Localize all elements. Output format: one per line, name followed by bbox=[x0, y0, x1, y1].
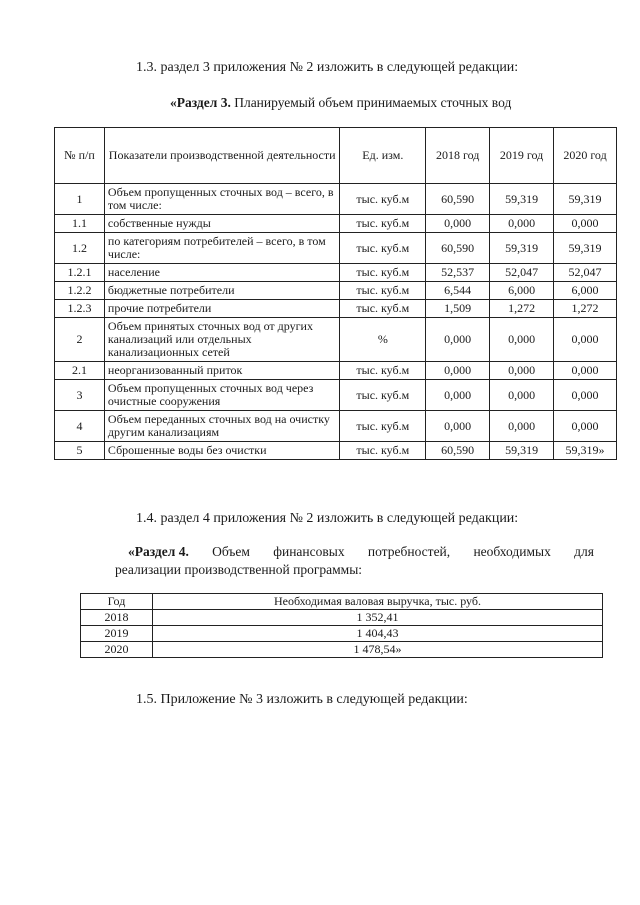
table-cell: 0,000 bbox=[426, 362, 490, 380]
table-cell: 1.2 bbox=[55, 233, 105, 264]
table-row bbox=[55, 264, 617, 282]
table-cell: 3 bbox=[55, 380, 105, 411]
table-cell: 0,000 bbox=[554, 362, 617, 380]
table-cell: 59,319 bbox=[490, 184, 554, 215]
table-cell: % bbox=[340, 318, 426, 362]
table-cell: 1.2.2 bbox=[55, 282, 105, 300]
table-row bbox=[55, 282, 617, 300]
table-cell: собственные нужды bbox=[104, 215, 340, 233]
planned-wastewater-table bbox=[54, 127, 617, 460]
section-1-5-heading: 1.5. Приложение № 3 изложить в следующей редакции: bbox=[136, 692, 468, 707]
table-cell: 2.1 bbox=[55, 362, 105, 380]
column-header: 2018 год bbox=[426, 128, 490, 184]
table-cell: 2018 bbox=[81, 610, 153, 626]
title-word: Объем bbox=[212, 544, 250, 559]
table-cell: 0,000 bbox=[554, 380, 617, 411]
table-cell: 0,000 bbox=[490, 362, 554, 380]
table-row bbox=[55, 362, 617, 380]
table-cell: тыс. куб.м bbox=[340, 442, 426, 460]
table-row bbox=[81, 626, 603, 642]
table-cell: по категориям потребителей – всего, в том числе: bbox=[104, 233, 340, 264]
table-body bbox=[81, 610, 603, 658]
table-cell: 0,000 bbox=[426, 215, 490, 233]
table-cell: Сброшенные воды без очистки bbox=[104, 442, 340, 460]
column-header: Показатели производственной деятельности bbox=[104, 128, 340, 184]
table-row bbox=[55, 318, 617, 362]
table-cell: 52,047 bbox=[554, 264, 617, 282]
table-cell: 0,000 bbox=[490, 318, 554, 362]
title-word: потребностей, bbox=[367, 544, 451, 559]
table-cell: 0,000 bbox=[426, 380, 490, 411]
section-4-title-line-1 bbox=[128, 544, 594, 560]
table-cell: 59,319 bbox=[490, 233, 554, 264]
table-cell: 0,000 bbox=[426, 318, 490, 362]
table-cell: 6,000 bbox=[490, 282, 554, 300]
section-1-3-heading: 1.3. раздел 3 приложения № 2 изложить в следующей редакции: bbox=[136, 60, 519, 75]
table-cell: Объем переданных сточных вод на очистку другим канализациям bbox=[104, 411, 340, 442]
section-3-title-text: Планируемый объем принимаемых сточных вод bbox=[230, 95, 512, 110]
table-cell: тыс. куб.м bbox=[340, 233, 426, 264]
table-cell: население bbox=[104, 264, 340, 282]
table-cell: 1 404,43 bbox=[153, 626, 603, 642]
table-cell: 2020 bbox=[81, 642, 153, 658]
table-cell: 60,590 bbox=[426, 233, 490, 264]
title-word: финансовых bbox=[273, 544, 345, 559]
column-header: Необходимая валовая выручка, тыс. руб. bbox=[153, 594, 603, 610]
table-cell: 1,272 bbox=[490, 300, 554, 318]
table-cell: 59,319 bbox=[490, 442, 554, 460]
table-cell: 6,544 bbox=[426, 282, 490, 300]
table-cell: 0,000 bbox=[490, 411, 554, 442]
table-cell: 5 bbox=[55, 442, 105, 460]
table-cell: 1 bbox=[55, 184, 105, 215]
table-cell: 59,319 bbox=[554, 233, 617, 264]
table-cell: 0,000 bbox=[554, 318, 617, 362]
title-word: необходимых bbox=[473, 544, 551, 559]
table-cell: Объем принятых сточных вод от других канализаций или отдельных канализационных сетей bbox=[104, 318, 340, 362]
table-cell: Объем пропущенных сточных вод – всего, в том числе: bbox=[104, 184, 340, 215]
table-cell: тыс. куб.м bbox=[340, 215, 426, 233]
table-cell: неорганизованный приток bbox=[104, 362, 340, 380]
table-row bbox=[81, 642, 603, 658]
table-body bbox=[55, 184, 617, 460]
table-cell: 6,000 bbox=[554, 282, 617, 300]
column-header: Ед. изм. bbox=[340, 128, 426, 184]
financial-needs-table bbox=[80, 593, 603, 658]
table-cell: 1,509 bbox=[426, 300, 490, 318]
table-cell: 1.2.1 bbox=[55, 264, 105, 282]
table-cell: 2 bbox=[55, 318, 105, 362]
table-row bbox=[55, 215, 617, 233]
section-4-title-bold: «Раздел 4. bbox=[128, 544, 189, 559]
table-cell: тыс. куб.м bbox=[340, 184, 426, 215]
section-3-title-bold: «Раздел 3. bbox=[170, 95, 231, 110]
table-row bbox=[55, 411, 617, 442]
table-header-row bbox=[55, 128, 617, 184]
table-cell: 52,537 bbox=[426, 264, 490, 282]
table-cell: тыс. куб.м bbox=[340, 411, 426, 442]
table-cell: 1 478,54» bbox=[153, 642, 603, 658]
table-cell: 0,000 bbox=[554, 411, 617, 442]
table-cell: Объем пропущенных сточных вод через очистные сооружения bbox=[104, 380, 340, 411]
table-cell: 60,590 bbox=[426, 184, 490, 215]
table-cell: тыс. куб.м bbox=[340, 300, 426, 318]
table-cell: тыс. куб.м bbox=[340, 282, 426, 300]
table-cell: 59,319 bbox=[554, 184, 617, 215]
table-cell: 1 352,41 bbox=[153, 610, 603, 626]
column-header: 2020 год bbox=[554, 128, 617, 184]
column-header: Год bbox=[81, 594, 153, 610]
section-4-title-line-2: реализации производственной программы: bbox=[115, 562, 363, 577]
table-cell: тыс. куб.м bbox=[340, 264, 426, 282]
table-cell: 1,272 bbox=[554, 300, 617, 318]
table-cell: 60,590 bbox=[426, 442, 490, 460]
table-cell: 0,000 bbox=[490, 215, 554, 233]
table-cell: бюджетные потребители bbox=[104, 282, 340, 300]
title-word: для bbox=[574, 544, 594, 559]
table-cell: тыс. куб.м bbox=[340, 362, 426, 380]
table-cell: прочие потребители bbox=[104, 300, 340, 318]
table-row bbox=[55, 380, 617, 411]
column-header: № п/п bbox=[55, 128, 105, 184]
table-cell: 1.1 bbox=[55, 215, 105, 233]
table-cell: 52,047 bbox=[490, 264, 554, 282]
table-cell: 2019 bbox=[81, 626, 153, 642]
table-row bbox=[55, 300, 617, 318]
section-1-4-heading: 1.4. раздел 4 приложения № 2 изложить в следующей редакции: bbox=[136, 511, 519, 526]
table-row bbox=[55, 442, 617, 460]
table-row bbox=[55, 233, 617, 264]
table-cell: 4 bbox=[55, 411, 105, 442]
column-header: 2019 год bbox=[490, 128, 554, 184]
table-cell: 0,000 bbox=[490, 380, 554, 411]
table-cell: тыс. куб.м bbox=[340, 380, 426, 411]
table-cell: 0,000 bbox=[426, 411, 490, 442]
table-cell: 0,000 bbox=[554, 215, 617, 233]
table-cell: 59,319» bbox=[554, 442, 617, 460]
section-3-title bbox=[170, 95, 511, 111]
table-cell: 1.2.3 bbox=[55, 300, 105, 318]
table-row bbox=[55, 184, 617, 215]
table-row bbox=[81, 610, 603, 626]
table-header-row bbox=[81, 594, 603, 610]
